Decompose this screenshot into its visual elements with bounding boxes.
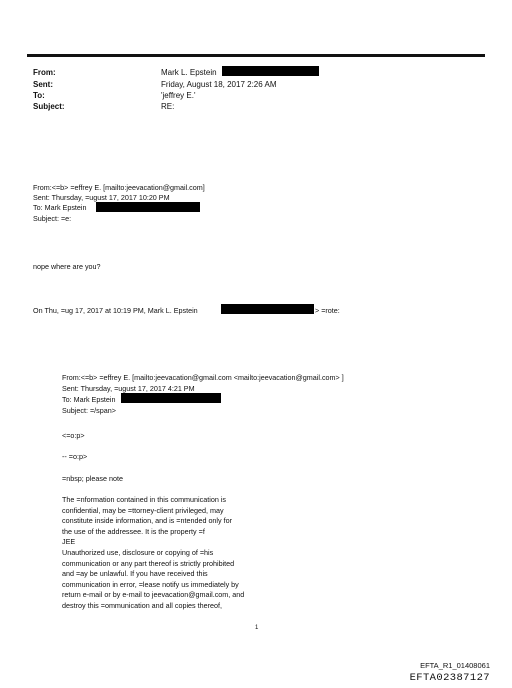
quoted1-on-line: On Thu, =ug 17, 2017 at 10:19 PM, Mark L. Epstein [33, 306, 198, 315]
disclaimer-block [62, 495, 244, 612]
disclaimer-line: confidential, may be =ttorney-client privileged, may [62, 505, 224, 515]
quoted1-from: From:<=b> =effrey E. [mailto:jeevacation@gmail.com] [33, 183, 205, 192]
quoted2-op2: -- =o:p> [62, 452, 88, 461]
from-label: From: [33, 68, 56, 77]
quoted1-sent: Sent: Thursday, =ugust 17, 2017 10:20 PM [33, 193, 170, 202]
disclaimer-line: Unauthorized use, disclosure or copying of =his [62, 547, 214, 557]
disclaimer-line: the use of the addressee. It is the property =f [62, 526, 205, 536]
quoted2-sent: Sent: Thursday, =ugust 17, 2017 4:21 PM [62, 384, 195, 393]
disclaimer-line: return e-mail or by e-mail to jeevacation@gmail.com, and [62, 590, 245, 600]
redaction-bar [222, 66, 319, 76]
disclaimer-line: and =ay be unlawful. If you have received this [62, 569, 208, 579]
bates-number-1: EFTA_R1_01408061 [420, 661, 490, 670]
quoted2-op1: <=o:p> [62, 431, 85, 440]
quoted1-body: nope where are you? [33, 262, 101, 271]
quoted1-subject: Subject: =e: [33, 214, 72, 223]
to-value: 'jeffrey E.' [161, 91, 196, 100]
disclaimer-line: constitute inside information, and is =ntended only for [62, 516, 233, 526]
disclaimer-line: JEE [62, 537, 76, 547]
page-number: 1 [255, 625, 259, 631]
quoted1-on-line-end: > =rote: [315, 306, 340, 315]
header-rule [27, 54, 485, 57]
redaction-bar [121, 393, 221, 403]
to-label: To: [33, 91, 45, 100]
quoted2-from: From:<=b> =effrey E. [mailto:jeevacation@gmail.com <mailto:jeevacation@gmail.com> ] [62, 373, 344, 382]
subject-label: Subject: [33, 102, 65, 111]
quoted2-subject: Subject: =/span> [62, 406, 116, 415]
quoted1-to: To: Mark Epstein [33, 203, 87, 212]
sent-value: Friday, August 18, 2017 2:26 AM [161, 80, 277, 89]
disclaimer-line: The =nformation contained in this communication is [62, 495, 226, 504]
quoted2-note: =nbsp; please note [62, 474, 123, 483]
disclaimer-line: communication in error, =lease notify us immediately by [62, 579, 239, 589]
bates-number-2: EFTA02387127 [409, 672, 490, 684]
sent-label: Sent: [33, 80, 53, 89]
redaction-bar [96, 202, 200, 212]
disclaimer-line: destroy this =ommunication and all copies thereof, [62, 600, 223, 610]
subject-value: RE: [161, 102, 175, 111]
from-value: Mark L. Epstein [161, 68, 217, 77]
redaction-bar [221, 304, 314, 314]
quoted2-to: To: Mark Epstein [62, 395, 116, 404]
disclaimer-line: communication or any part thereof is strictly prohibited [62, 558, 235, 568]
